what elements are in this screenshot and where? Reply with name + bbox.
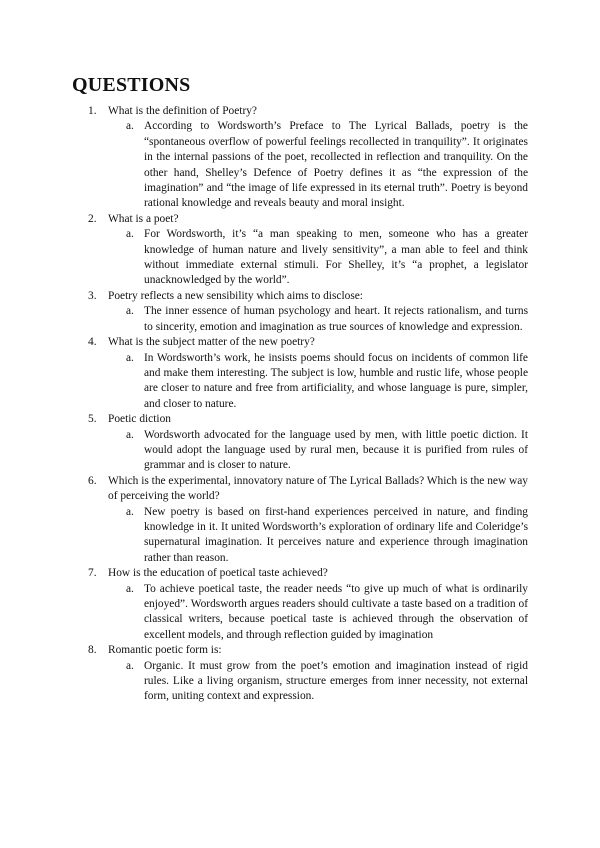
question-number: 7. xyxy=(88,567,97,580)
answer-item xyxy=(108,659,528,705)
answer-item xyxy=(108,119,528,211)
answer-list xyxy=(108,227,528,289)
question-item-1 xyxy=(72,104,528,212)
answer-marker: a. xyxy=(126,120,134,133)
question-text: How is the education of poetical taste achieved? xyxy=(108,567,328,580)
question-item-5 xyxy=(72,412,528,474)
answer-list xyxy=(108,659,528,705)
question-number: 1. xyxy=(88,105,97,117)
answer-list xyxy=(108,582,528,644)
question-number: 2. xyxy=(88,212,97,225)
question-text: Romantic poetic form is: xyxy=(108,644,222,657)
answer-list xyxy=(108,304,528,335)
answer-marker: a. xyxy=(126,351,134,364)
answer-marker: a. xyxy=(126,505,134,518)
question-item-6 xyxy=(72,474,528,566)
answer-list xyxy=(108,428,528,474)
answer-marker: a. xyxy=(126,428,134,441)
question-text: Poetry reflects a new sensibility which aims to disclose: xyxy=(108,289,363,302)
answer-item xyxy=(108,304,528,335)
answer-item xyxy=(108,505,528,567)
question-number: 5. xyxy=(88,413,97,426)
question-text: Poetic diction xyxy=(108,413,171,426)
answer-text: To achieve poetical taste, the reader needs “to give up much of what is ordinarily enjoyed”. Wordsworth argues readers should cultivate a taste based on a tradition of classical writers, because poetical taste is achieved through the observation of excellent models, and through reflection guided by imagination xyxy=(144,582,528,641)
question-text: What is a poet? xyxy=(108,212,179,225)
answer-text: According to Wordsworth’s Preface to The Lyrical Ballads, poetry is the “spontaneous overflow of powerful feelings recollected in tranquility”. It originates in the internal passions of the poet, recollected in reflection and tranquility. On the other hand, Shelley’s Defence of Poetry defines it as “the expression of the imagination” and “the image of life expressed in its eternal truth”. Poetry is beyond rational knowledge and reveals beauty and moral insight. xyxy=(144,120,528,210)
answer-text: Wordsworth advocated for the language used by men, with little poetic diction. It would adopt the language used by rural men, because it is purified from rules of grammar and is closer to nature. xyxy=(144,428,528,472)
question-item-4 xyxy=(72,335,528,412)
answer-text: Organic. It must grow from the poet’s emotion and imagination instead of rigid rules. Like a living organism, structure emerges from inner necessity, not external form, uniting context and expression. xyxy=(144,659,528,703)
answer-text: The inner essence of human psychology and heart. It rejects rationalism, and turns to sincerity, emotion and imagination as true sources of knowledge and expression. xyxy=(144,305,528,333)
questions-list xyxy=(72,104,528,705)
question-text: Which is the experimental, innovatory nature of The Lyrical Ballads? Which is the new way of perceiving the world? xyxy=(108,474,528,503)
answer-list xyxy=(108,505,528,567)
answer-list xyxy=(108,351,528,413)
question-number: 3. xyxy=(88,289,97,302)
question-text: What is the definition of Poetry? xyxy=(108,105,257,117)
answer-marker: a. xyxy=(126,228,134,241)
question-number: 4. xyxy=(88,336,97,349)
answer-text: For Wordsworth, it’s “a man speaking to men, someone who has a greater knowledge of human nature and lively sensitivity”, a man able to feel and think without immediate external stimuli. For Shelley, it’s “a prophet, a legislator unacknowledged by the world”. xyxy=(144,228,528,287)
answer-text: In Wordsworth’s work, he insists poems should focus on incidents of common life and make them interesting. The subject is low, humble and rustic life, whose people are closer to nature and free from artificiality, and whose language is pure, simpler, and closer to nature. xyxy=(144,351,528,410)
answer-marker: a. xyxy=(126,659,134,672)
answer-item xyxy=(108,428,528,474)
question-item-2 xyxy=(72,212,528,289)
answer-marker: a. xyxy=(126,305,134,318)
question-number: 6. xyxy=(88,474,97,487)
answer-text: New poetry is based on first-hand experiences perceived in nature, and finding knowledge in it. It united Wordsworth’s exploration of ordinary life and Coleridge’s supernatural imagination. It perceives nature and experience through imagination rather than reason. xyxy=(144,505,528,564)
answer-marker: a. xyxy=(126,582,134,595)
answer-item xyxy=(108,582,528,644)
page-title: QUESTIONS xyxy=(72,74,191,96)
question-item-8 xyxy=(72,643,528,705)
question-item-3 xyxy=(72,289,528,335)
answer-item xyxy=(108,227,528,289)
answer-item xyxy=(108,351,528,413)
question-number: 8. xyxy=(88,644,97,657)
question-text: What is the subject matter of the new poetry? xyxy=(108,336,315,349)
question-item-7 xyxy=(72,566,528,643)
answer-list xyxy=(108,119,528,211)
